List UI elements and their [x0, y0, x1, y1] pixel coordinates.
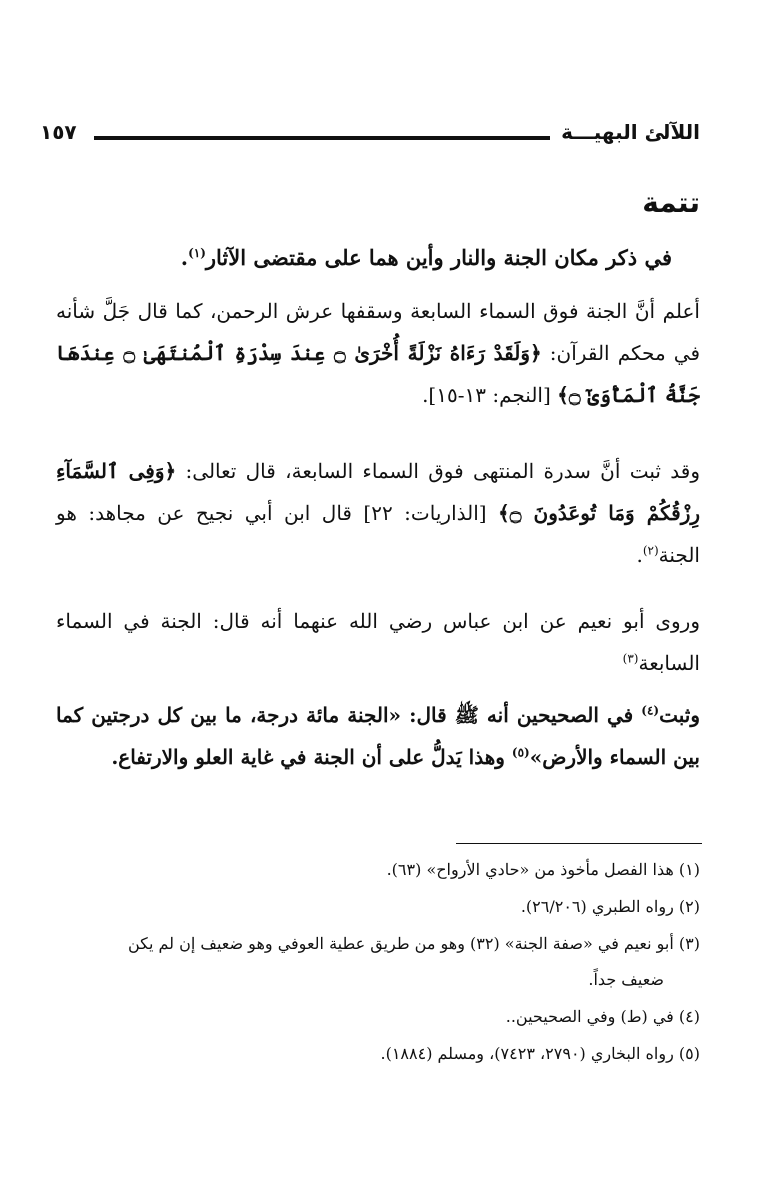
footnotes	[56, 852, 700, 1073]
quran-verse: ﴿وَلَقَدْ رَءَاهُ نَزْلَةً أُخْرَىٰ ۝ عِندَ سِدْرَةِ ٱلْمُنتَهَىٰ ۝ عِندَهَا جَنَّةُ ٱلْمَأْوَىٰٓ ۝﴾	[56, 341, 700, 407]
subtitle-paragraph: في ذكر مكان الجنة والنار وأين هما على مقتضى الآثار$^{(١)}$.	[180, 245, 672, 270]
footnote-3: (٣) أبو نعيم في «صفة الجنة» (٣٢) وهو من طريق عطية العوفي وهو ضعيف إن لم يكن	[127, 933, 700, 953]
footnote-2: (٢) رواه الطبري (٢٦/٢٠٦).	[520, 896, 700, 916]
paragraph-4: وثبت$^{(٤)}$ في الصحيحين أنه ﷺ قال: «الجنة مائة درجة، ما بين كل درجتين كما بين السماء والأرض»$^{(٥)}$ وهذا يَدلُّ على أن الجنة في غاية العلو والارتفاع.	[56, 703, 700, 769]
footnote-ref: (٥)	[511, 745, 530, 760]
footnote-3-continuation: ضعيف جداً.	[588, 970, 664, 990]
footnote-ref: (١)	[188, 246, 206, 260]
section-title: تتمة	[642, 186, 700, 219]
footnote-separator	[456, 843, 702, 844]
footnote-ref: (٤)	[641, 703, 660, 718]
footnote-1: (١) هذا الفصل مأخوذ من «حادي الأرواح» (٦٣).	[386, 860, 700, 879]
paragraph-3: وروى أبو نعيم عن ابن عباس رضي الله عنهما أنه قال: الجنة في السماء السابعة$^{(٣)}$	[56, 609, 700, 675]
footnote-4: (٤) في (ط) وفي الصحيحين..	[505, 1007, 700, 1027]
quran-verse: ﴿وَفِى ٱلسَّمَآءِ رِزْقُكُمْ وَمَا تُوعَدُونَ ۝﴾	[56, 459, 701, 525]
paragraph-2: وقد ثبت أنَّ سدرة المنتهى فوق السماء السابعة، قال تعالى: ﴿وَفِى ٱلسَّمَآءِ رِزْقُكُمْ وَمَا تُوعَدُونَ ۝﴾ [الذاريات: ٢٢] قال ابن أبي نجيح عن مجاهد: هو الجنة$^{(٢)}$.	[56, 459, 701, 567]
page-number: ١٥٧	[40, 120, 77, 144]
running-header	[40, 118, 700, 158]
footnote-ref: (٢)	[642, 543, 659, 558]
running-title: اللآلئ البهيـــة	[561, 120, 700, 144]
footnote-5: (٥) رواه البخاري (٢٧٩٠، ٧٤٢٣)، ومسلم (١٨٨٤).	[380, 1043, 700, 1063]
paragraph-1: أعلم أنَّ الجنة فوق السماء السابعة وسقفها عرش الرحمن، كما قال جَلَّ شأنه في محكم القرآن: ﴿وَلَقَدْ رَءَاهُ نَزْلَةً أُخْرَىٰ ۝ عِندَ سِدْرَةِ ٱلْمُنتَهَىٰ ۝ عِندَهَا جَنَّةُ ٱلْمَأْوَىٰٓ ۝﴾ [النجم: ١٣-١٥].	[56, 299, 701, 407]
header-rule	[94, 136, 550, 140]
footnote-ref: (٣)	[622, 651, 639, 666]
